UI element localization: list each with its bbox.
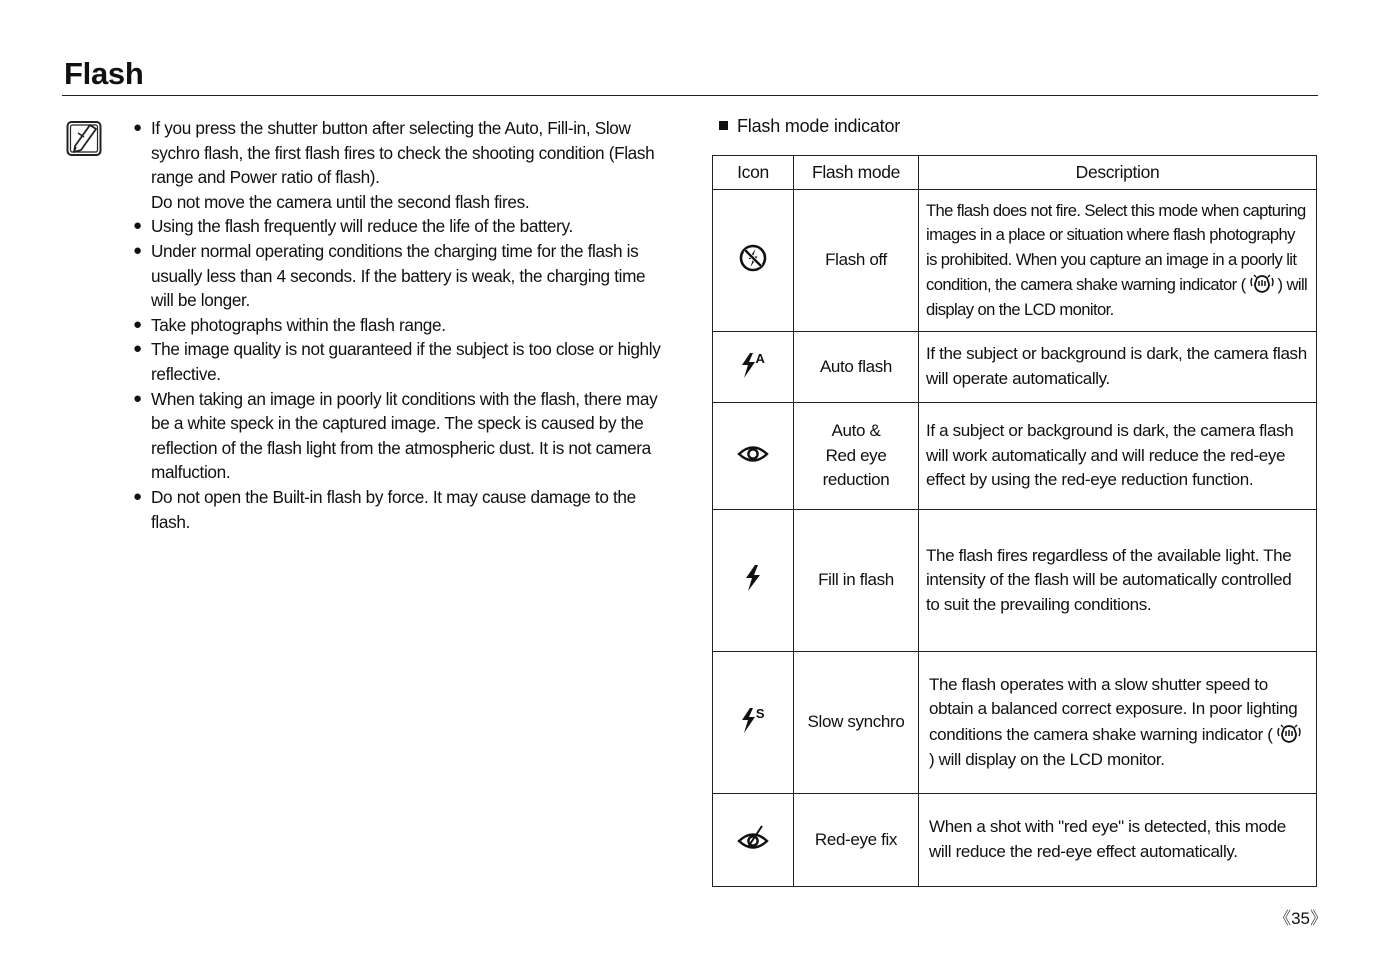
- list-item: ● The image quality is not guaranteed if the subject is too close or highly reflective.: [133, 337, 671, 386]
- red-eye-reduction-icon: [737, 443, 769, 465]
- page-number: 《35》: [1274, 909, 1327, 928]
- description-text: When a shot with "red eye" is detected, this mode will reduce the red-eye effect automatically.: [929, 817, 1286, 861]
- header-icon: Icon: [713, 156, 794, 190]
- list-item: ● Under normal operating conditions the charging time for the flash is usually less than 4 seconds. If the battery is weak, the charging time will be longer.: [133, 239, 671, 313]
- description-text: The flash does not fire. Select this mode when capturing images in a place or situation where flash photography is prohibited. When you capture an image in a poorly lit condition, the camera shake warning indicator (: [926, 200, 1306, 295]
- note-icon: [66, 118, 104, 158]
- fill-in-flash-icon: [741, 563, 765, 593]
- mode-label: Auto &: [831, 421, 881, 441]
- section-heading: Flash mode indicator: [719, 116, 900, 137]
- mode-label: Fill in flash: [818, 570, 894, 590]
- red-eye-fix-icon: [736, 823, 770, 853]
- table-header-row: [713, 156, 1317, 190]
- description-text: The flash operates with a slow shutter speed to obtain a balanced correct exposure. In poor lighting conditions the camera shake warning indicator (: [929, 674, 1298, 744]
- flash-off-icon: [738, 243, 768, 273]
- svg-text:S: S: [755, 706, 765, 721]
- header-mode: Flash mode: [794, 156, 919, 190]
- camera-shake-icon: [1276, 722, 1302, 744]
- list-item: ● Do not open the Built-in flash by force. It may cause damage to the flash.: [133, 485, 671, 534]
- table-row: [713, 794, 1317, 887]
- mode-label: Slow synchro: [807, 712, 905, 732]
- page-title: Flash: [64, 56, 144, 91]
- list-item: ● Using the flash frequently will reduce the life of the battery.: [133, 214, 671, 239]
- table-row: [713, 403, 1317, 510]
- description-text: The flash fires regardless of the available light. The intensity of the flash will be automatically controlled to suit the prevailing conditions.: [926, 545, 1292, 614]
- auto-flash-icon: [738, 350, 768, 380]
- table-row: [713, 510, 1317, 652]
- svg-text:A: A: [755, 350, 765, 366]
- mode-label: Red-eye fix: [814, 829, 898, 849]
- description-text: If a subject or background is dark, the camera flash will work automatically and will reduce the red-eye effect by using the red-eye reduction function.: [926, 421, 1294, 490]
- table-row: S Slow synchro The flash operates with a slow shutter speed to obtain a balanced correct exposure. In poor lighting conditions the camera shake warning indicator () will display on the LCD monitor.: [713, 652, 1317, 794]
- list-item: ● Take photographs within the flash range.: [133, 313, 671, 338]
- list-item: ● If you press the shutter button after selecting the Auto, Fill-in, Slow sychro flash, the first flash fires to check the shooting condition (Flash range and Power ratio of flash). Do not move the camera until the second flash fires.: [133, 116, 671, 214]
- mode-label: reduction: [822, 470, 890, 490]
- title-rule: [62, 95, 1318, 96]
- description-text: If the subject or background is dark, the camera flash will operate automatically.: [926, 344, 1307, 388]
- list-item: ● When taking an image in poorly lit conditions with the flash, there may be a white speck in the captured image. The speck is caused by the reflection of the flash light from the atmospheric dust. It is not camera malfuction.: [133, 387, 671, 485]
- table-row: [713, 332, 1317, 403]
- square-bullet-icon: [719, 121, 728, 130]
- camera-shake-icon: [1249, 272, 1275, 294]
- flash-mode-table: [712, 155, 1317, 887]
- header-description: Description: [919, 156, 1317, 190]
- mode-label: Flash off: [825, 250, 887, 270]
- table-row: Flash off The flash does not fire. Select this mode when capturing images in a place or situation where flash photography is prohibited. When you capture an image in a poorly lit condition, the camera shake warning indicator ( ) will display on the LCD monitor.: [713, 190, 1317, 332]
- mode-label: Red eye: [825, 445, 887, 465]
- mode-label: Auto flash: [819, 356, 893, 376]
- slow-synchro-icon: [738, 705, 768, 735]
- notes-list: [133, 116, 671, 534]
